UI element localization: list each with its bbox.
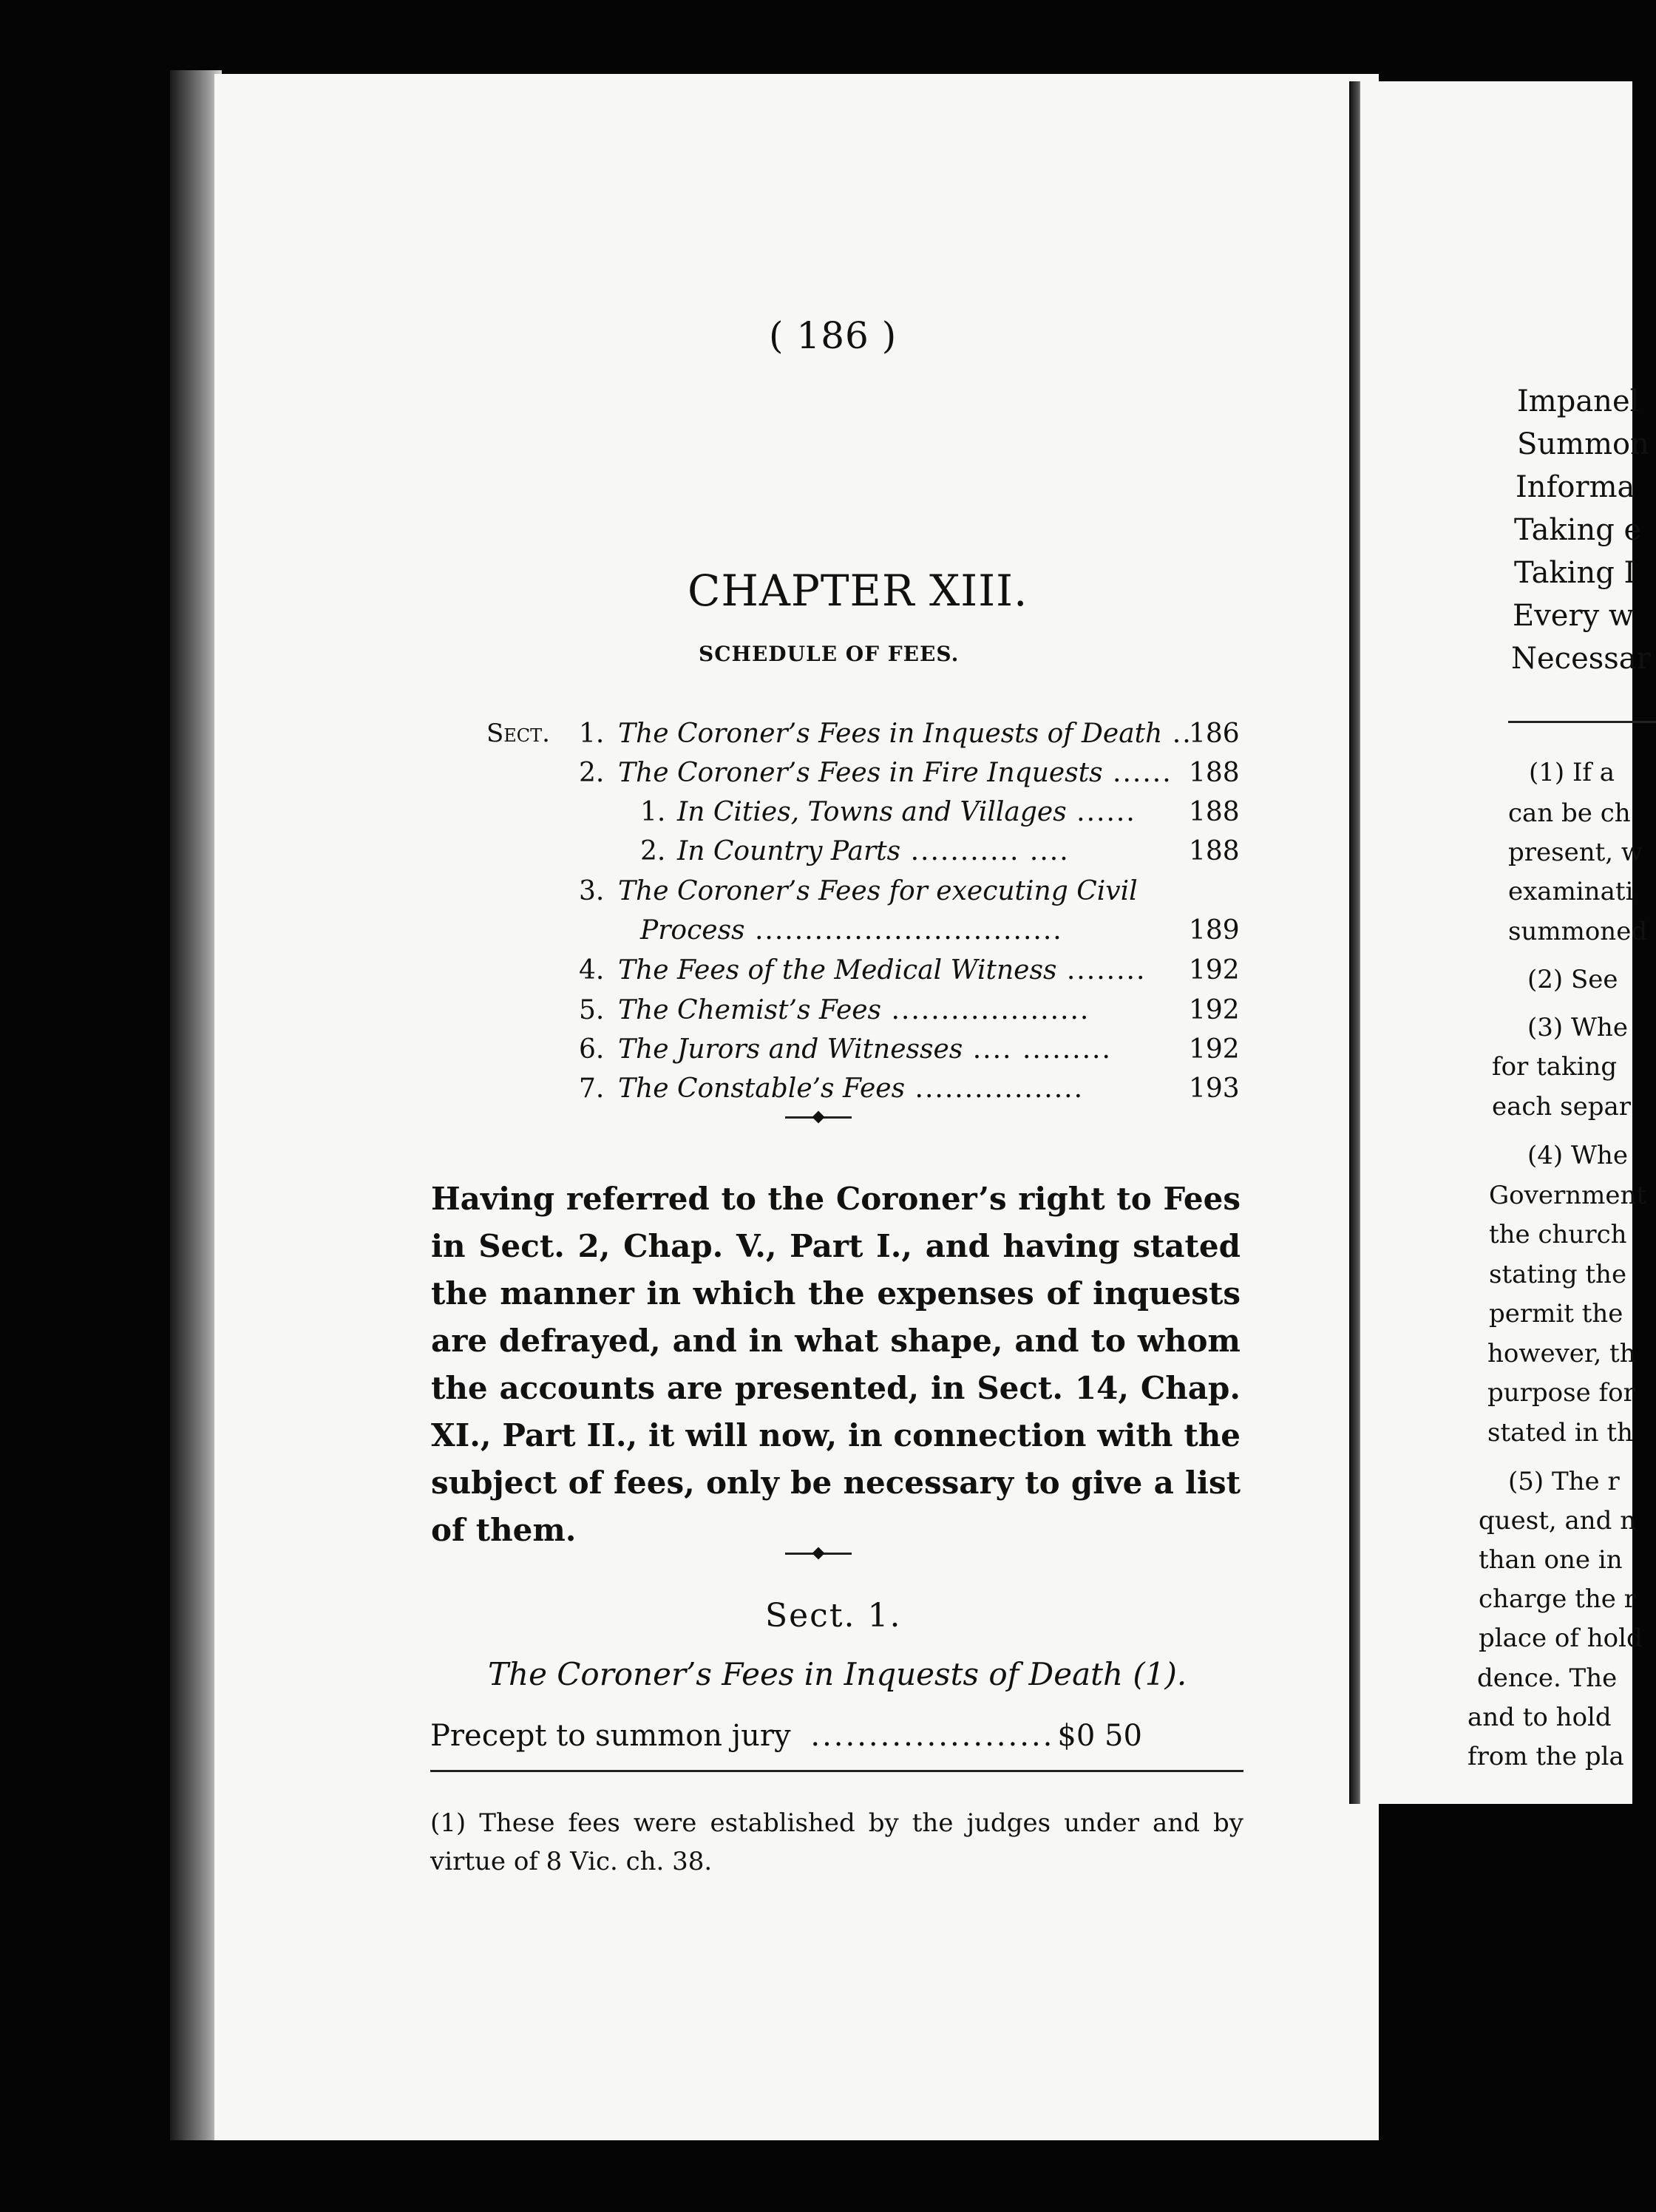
fee-row	[430, 1719, 1142, 1753]
toc-entry-number: 1.	[640, 797, 666, 827]
right-page-line: (3) Whe	[1527, 1013, 1628, 1042]
toc-entry-title: The Fees of the Medical Witness ........	[618, 955, 1147, 985]
chapter-title: CHAPTER XIII.	[688, 566, 1028, 616]
toc-sect-label: Sect.	[486, 719, 550, 748]
right-page-line: from the pla	[1467, 1742, 1624, 1771]
right-page-line: (1) If a	[1529, 758, 1615, 787]
footnote-rule	[430, 1770, 1243, 1772]
toc-entry-dots: ......	[1066, 797, 1136, 827]
toc-entry-page: 192	[1189, 955, 1240, 985]
toc-entry-number: 4.	[579, 955, 605, 985]
fee-dots: .....................	[810, 1719, 1055, 1753]
toc-entry-page: 188	[1189, 836, 1240, 866]
right-page-line: stated in th	[1487, 1418, 1633, 1448]
toc-entry-number: 5.	[579, 995, 605, 1025]
right-page-line: however, th	[1487, 1339, 1636, 1368]
toc-entry-page: 192	[1189, 995, 1240, 1025]
toc-entry-title: The Chemist’s Fees ....................	[618, 995, 1090, 1025]
toc-entry-title: The Constable’s Fees .................	[618, 1073, 1085, 1104]
right-page	[1360, 81, 1651, 1804]
right-page-line: present, w	[1508, 838, 1643, 867]
toc-entry-dots: ........	[1056, 955, 1147, 985]
toc-entry-dots: ...............................	[744, 915, 1063, 946]
toc-entry-title: The Jurors and Witnesses .... .........	[618, 1034, 1112, 1065]
right-page-line: (4) Whe	[1527, 1141, 1628, 1170]
intro-paragraph: Having referred to the Coroner’s right to Fees in Sect. 2, Chap. V., Part I., and having stated the manner in which the expenses of inquests are defrayed, and in what shape, and to whom the accounts are presented, in Sect. 14, Chap. XI., Part II., it will now, in connection with the subject of fees, only be necessary to give a list of them.	[431, 1181, 1241, 1548]
right-page-rule	[1508, 721, 1656, 723]
right-page-line: Every w	[1513, 599, 1635, 633]
toc-entry-dots: ....................	[881, 995, 1090, 1025]
right-page-line: stating the	[1489, 1260, 1627, 1289]
toc-entry-page: 188	[1189, 758, 1240, 788]
right-page-line: purpose for	[1487, 1378, 1635, 1408]
right-page-line: permit the	[1489, 1299, 1623, 1329]
section-heading: Sect. 1.	[765, 1597, 902, 1635]
toc-entry-title: In Cities, Towns and Villages ......	[677, 797, 1136, 827]
right-page-line: summoned	[1508, 917, 1648, 946]
toc-entry-number: 2.	[579, 758, 605, 788]
right-page-line: Informa	[1516, 470, 1635, 504]
right-page-line: the church	[1489, 1220, 1627, 1249]
toc-entry-title: The Coroner’s Fees in Inquests of Death ..	[618, 719, 1192, 749]
toc-entry-page: 189	[1189, 915, 1240, 946]
toc-entry-dots: .... .........	[963, 1034, 1112, 1065]
right-page-line: Taking e	[1514, 513, 1642, 547]
toc-entry-page: 186	[1189, 719, 1240, 749]
fee-label: Precept to summon jury	[430, 1719, 791, 1753]
toc-entry-title: The Coroner’s Fees for executing Civil	[618, 876, 1138, 906]
right-page-line: for taking	[1492, 1052, 1618, 1082]
right-page-line: quest, and n	[1479, 1506, 1637, 1536]
toc-entry-title: Process ...............................	[640, 915, 1063, 946]
toc-entry-dots: .................	[905, 1073, 1085, 1104]
schedule-title: SCHEDULE OF FEES.	[699, 642, 960, 666]
toc-entry-number: 6.	[579, 1034, 605, 1065]
right-page-line: charge the r	[1479, 1584, 1636, 1614]
right-page-line: each separ	[1492, 1092, 1631, 1122]
section-subtitle: The Coroner’s Fees in Inquests of Death (1).	[488, 1656, 1187, 1692]
right-page-line: (5) The r	[1508, 1467, 1620, 1496]
right-page-line: Impanel	[1517, 384, 1640, 418]
fee-amount: $0 50	[1057, 1719, 1142, 1753]
right-page-line: Government	[1489, 1181, 1647, 1210]
right-page-line: Taking I	[1514, 556, 1636, 590]
toc-entry-number: 3.	[579, 876, 605, 906]
right-page-line: dence. The	[1477, 1663, 1618, 1693]
right-page-line: can be ch	[1508, 798, 1631, 828]
right-page-line: than one in	[1479, 1545, 1623, 1575]
right-page-line: examinati	[1508, 877, 1634, 906]
toc-entry-dots: ..	[1162, 719, 1192, 749]
toc-entry-number: 1.	[579, 719, 605, 749]
footnote: (1) These fees were established by the judges under and by virtue of 8 Vic. ch. 38.	[430, 1808, 1243, 1876]
toc-entry-dots: ........... ....	[900, 836, 1070, 866]
page-number: ( 186 )	[769, 314, 897, 357]
toc-entry-dots: ......	[1102, 758, 1173, 788]
right-page-line: and to hold	[1467, 1703, 1612, 1732]
toc-entry-page: 193	[1189, 1073, 1240, 1104]
toc-entry-page: 192	[1189, 1034, 1240, 1065]
right-page-line: Necessar	[1511, 642, 1651, 676]
right-page-line: (2) See	[1527, 965, 1618, 994]
right-page-line: Summon	[1517, 427, 1649, 461]
right-page-line: place of hold	[1479, 1624, 1643, 1653]
toc-entry-title: In Country Parts ........... ....	[677, 836, 1070, 866]
toc-entry-page: 188	[1189, 797, 1240, 827]
toc-entry-number: 7.	[579, 1073, 605, 1104]
toc-entry-number: 2.	[640, 836, 666, 866]
toc-entry-title: The Coroner’s Fees in Fire Inquests ......	[618, 758, 1173, 788]
